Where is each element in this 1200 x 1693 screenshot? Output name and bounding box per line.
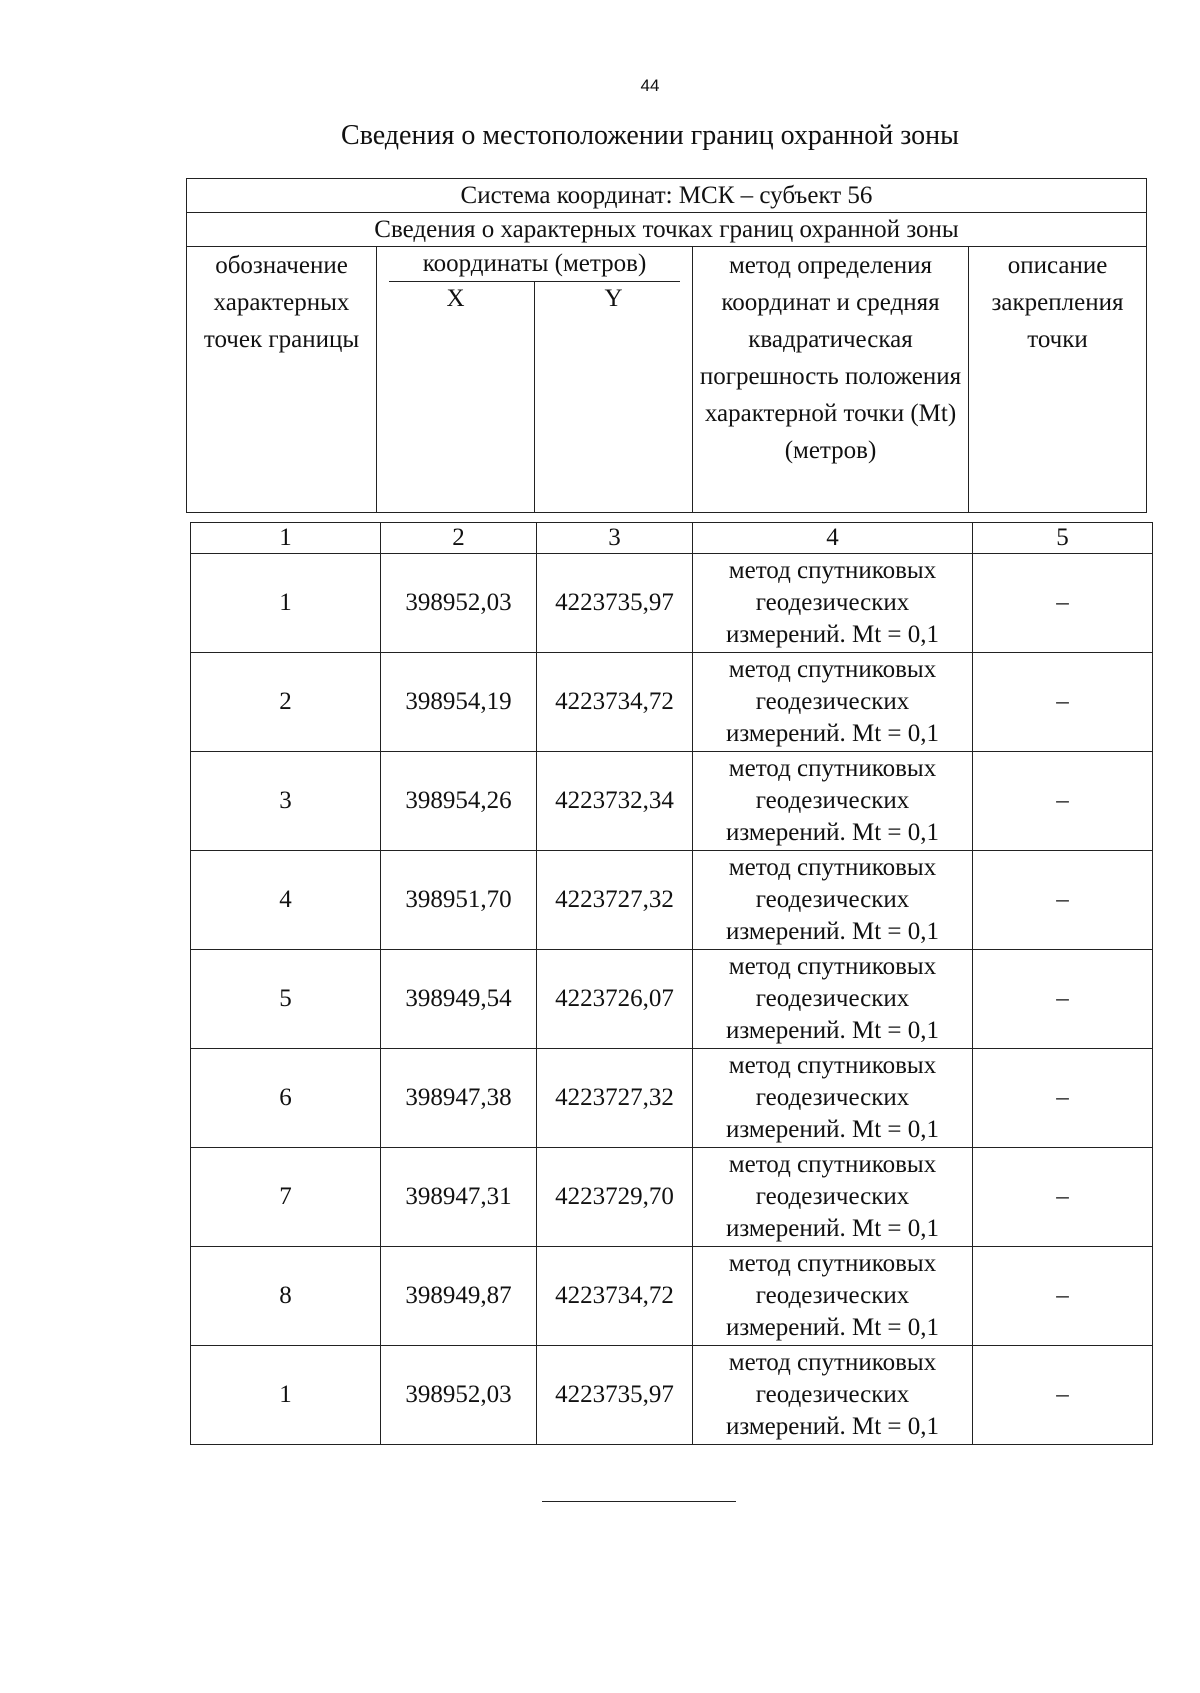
point-number: 4 [191, 851, 381, 950]
point-number: 7 [191, 1148, 381, 1247]
coordinate-x: 398951,70 [381, 851, 537, 950]
coordinate-y: 4223726,07 [537, 950, 693, 1049]
method-line: геодезических [755, 1282, 910, 1309]
section-title: Сведения о характерных точках границ охранной зоны [187, 213, 1147, 247]
method-line: измерений. Mt = 0,1 [725, 819, 940, 846]
coordinate-x: 398952,03 [381, 554, 537, 653]
point-number: 2 [191, 653, 381, 752]
method-line: измерений. Mt = 0,1 [725, 1314, 940, 1341]
header-x: X [377, 282, 535, 512]
method-line: измерений. Mt = 0,1 [725, 621, 940, 648]
table-row [191, 851, 1153, 950]
point-number: 8 [191, 1247, 381, 1346]
fixing-description: – [973, 653, 1153, 752]
method-line: метод спутниковых [728, 656, 937, 683]
table-row [191, 1148, 1153, 1247]
method-line: геодезических [755, 886, 910, 913]
method-line: измерений. Mt = 0,1 [725, 720, 940, 747]
column-numbers-row [191, 523, 1153, 554]
coordinate-y: 4223732,34 [537, 752, 693, 851]
document-title: Сведения о местоположении границ охранной зоны [341, 120, 959, 151]
table-row [191, 950, 1153, 1049]
coordinate-y: 4223729,70 [537, 1148, 693, 1247]
method-cell [693, 1247, 973, 1346]
method-line: геодезических [755, 1084, 910, 1111]
footer-divider [542, 1501, 736, 1502]
method-cell [693, 1049, 973, 1148]
method-line: измерений. Mt = 0,1 [725, 918, 940, 945]
coordinate-x: 398952,03 [381, 1346, 537, 1445]
method-line: метод спутниковых [728, 1250, 937, 1277]
section-title-row [187, 213, 1147, 247]
coordinate-y: 4223734,72 [537, 653, 693, 752]
header-designation: обозначение характерных точек границы [187, 247, 377, 513]
header-method: метод определения координат и средняя квадратическая погрешность положения характерной точки (Mt) (метров) [693, 247, 969, 513]
header-coordinates [377, 247, 693, 513]
method-cell [693, 950, 973, 1049]
point-number: 6 [191, 1049, 381, 1148]
fixing-description: – [973, 1148, 1153, 1247]
column-number: 5 [973, 523, 1153, 554]
method-line: геодезических [755, 688, 910, 715]
method-line: измерений. Mt = 0,1 [725, 1413, 940, 1440]
method-line: метод спутниковых [728, 1052, 937, 1079]
method-line: метод спутниковых [728, 755, 937, 782]
method-cell [693, 752, 973, 851]
method-cell [693, 851, 973, 950]
coordinate-x: 398954,26 [381, 752, 537, 851]
fixing-description: – [973, 554, 1153, 653]
table-row [191, 1247, 1153, 1346]
coordinate-y: 4223735,97 [537, 554, 693, 653]
coordinate-x: 398947,31 [381, 1148, 537, 1247]
method-line: измерений. Mt = 0,1 [725, 1116, 940, 1143]
method-line: метод спутниковых [728, 1151, 937, 1178]
method-line: геодезических [755, 985, 910, 1012]
page-number: 44 [640, 76, 660, 95]
method-line: геодезических [755, 589, 910, 616]
column-number: 4 [693, 523, 973, 554]
method-line: метод спутниковых [728, 854, 937, 881]
coordinate-system-row [187, 179, 1147, 213]
points-table-body [191, 523, 1153, 1445]
method-line: геодезических [755, 787, 910, 814]
coordinate-y: 4223734,72 [537, 1247, 693, 1346]
point-number: 3 [191, 752, 381, 851]
column-number: 2 [381, 523, 537, 554]
fixing-description: – [973, 1049, 1153, 1148]
fixing-description: – [973, 851, 1153, 950]
column-number: 3 [537, 523, 693, 554]
table-row [191, 1346, 1153, 1445]
fixing-description: – [973, 752, 1153, 851]
header-description: описание закрепления точки [969, 247, 1147, 513]
fixing-description: – [973, 1247, 1153, 1346]
coordinate-x: 398947,38 [381, 1049, 537, 1148]
table-row [191, 653, 1153, 752]
coordinate-system: Система координат: МСК – субъект 56 [187, 179, 1147, 213]
method-cell [693, 653, 973, 752]
coordinate-x: 398949,87 [381, 1247, 537, 1346]
coordinate-x: 398949,54 [381, 950, 537, 1049]
point-number: 1 [191, 554, 381, 653]
method-cell [693, 554, 973, 653]
column-headers-row [187, 247, 1147, 513]
point-number: 5 [191, 950, 381, 1049]
method-line: геодезических [755, 1183, 910, 1210]
method-cell [693, 1148, 973, 1247]
coordinate-y: 4223727,32 [537, 1049, 693, 1148]
coordinate-x: 398954,19 [381, 653, 537, 752]
method-line: измерений. Mt = 0,1 [725, 1215, 940, 1242]
header-y: Y [604, 285, 623, 312]
fixing-description: – [973, 950, 1153, 1049]
table-row [191, 554, 1153, 653]
header-coordinates-title: координаты (метров) [389, 247, 680, 282]
method-line: геодезических [755, 1381, 910, 1408]
method-line: метод спутниковых [728, 557, 937, 584]
header-table [186, 178, 1147, 513]
point-number: 1 [191, 1346, 381, 1445]
method-line: измерений. Mt = 0,1 [725, 1017, 940, 1044]
method-line: метод спутниковых [728, 1349, 937, 1376]
table-row [191, 752, 1153, 851]
method-line: метод спутниковых [728, 953, 937, 980]
header-xy [377, 282, 692, 512]
points-table [190, 522, 1153, 1445]
column-number: 1 [191, 523, 381, 554]
coordinate-y: 4223735,97 [537, 1346, 693, 1445]
coordinate-y: 4223727,32 [537, 851, 693, 950]
method-cell [693, 1346, 973, 1445]
table-row [191, 1049, 1153, 1148]
fixing-description: – [973, 1346, 1153, 1445]
